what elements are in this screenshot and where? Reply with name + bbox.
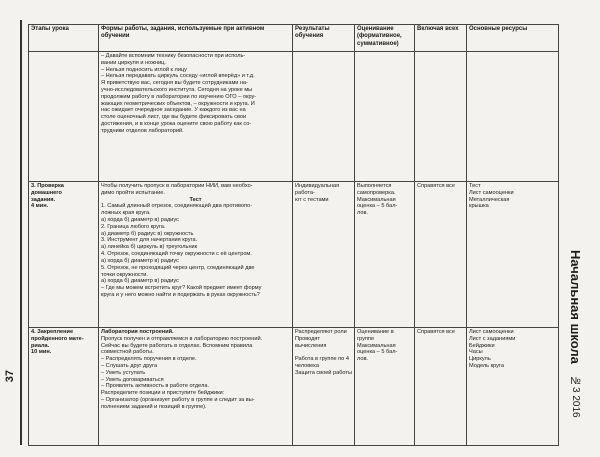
page-number: 37 — [4, 370, 16, 383]
cell-line: Лист самооценки — [469, 189, 514, 196]
cell-line: – Нельзя подносить иглой к лицу — [101, 66, 187, 73]
cell-line: 10 мин. — [31, 349, 52, 356]
table-row — [29, 181, 559, 327]
cell-line: – Уметь договариваться — [101, 376, 164, 383]
cell-line: димо пройти испытание. — [101, 189, 165, 196]
cell-line: круга и у него можно найти и подержать в руках окружность? — [101, 291, 260, 298]
table-row — [29, 327, 559, 445]
cell-line: крышка — [469, 203, 489, 210]
cell-line: самопроверка. — [357, 189, 396, 196]
cell-line: Распределяют роли — [295, 328, 347, 335]
cell-line: полнением заданий и позиций в группе). — [101, 403, 207, 410]
cell-line: Справятся все — [417, 328, 455, 335]
cell-line: нас ожидает очередное заседание. У каждого из вас на — [101, 107, 246, 114]
cell-line: Сейчас вы будете работать в отделах. Вспомним правила — [101, 342, 253, 349]
header-stage: Этапы урока — [29, 25, 99, 52]
cell-line: – Уметь уступать — [101, 369, 146, 376]
cell-line: Часы — [469, 349, 483, 356]
lab-title: Лаборатория построений. — [101, 328, 174, 335]
cell-line: Проводят вычисления — [295, 335, 327, 349]
cell-line: Циркуль — [469, 356, 491, 363]
header-results: Результаты обучения — [293, 25, 355, 52]
cell-line: а) линейка б) циркуль в) треугольник — [101, 244, 198, 251]
cell-line: жающих геометрических объектов, – окружности и круга. И — [101, 100, 255, 107]
cell-line: 4 мин. — [31, 203, 49, 210]
cell-inclusion — [415, 51, 467, 181]
cell-line: Пропуск получен и отправляемся в лабораторию построений. — [101, 335, 263, 342]
cell-line: Работа в группе по 4 — [295, 356, 349, 363]
cell-line: – Распределять поручения в отделе. — [101, 356, 197, 363]
cell-line: а) хорда б) диаметр в) радиус — [101, 257, 179, 264]
header-inclusion: Включая всех — [415, 25, 467, 52]
cell-line: человека — [295, 363, 319, 369]
cell-line: 4. Отрезок, соединяющий точку окружности с её центром. — [101, 251, 252, 258]
cell-line: задания. — [31, 196, 56, 203]
journal-issue: №3 2016 — [570, 375, 581, 418]
cell-stage — [29, 51, 99, 181]
cell-stage — [29, 327, 99, 445]
cell-line: Распределите позиции и приступите бейджики: — [101, 390, 225, 397]
cell-line: Чтобы получить пропуск в лаборатории НИИ, вам необхо- — [101, 182, 253, 189]
cell-line: – Слушать друг друга — [101, 363, 158, 369]
cell-line: – Давайте вспомним технику безопасности при исполь- — [101, 52, 246, 59]
cell-line: совместной работы. — [101, 349, 154, 356]
cell-line — [295, 349, 352, 356]
header-forms: Формы работы, задания, используемые при активном обучении — [99, 25, 293, 52]
table-header-row — [29, 25, 559, 52]
cell-line: ложных края круга. — [101, 210, 151, 217]
cell-results — [293, 181, 355, 327]
cell-assessment — [355, 327, 415, 445]
journal-running-head — [568, 250, 583, 417]
cell-line: учно-исследовательского института. Сегодня на уроке мы — [101, 87, 253, 93]
cell-line: Модель круга — [469, 363, 504, 369]
test-questions — [101, 203, 290, 298]
cell-line: риала. — [31, 342, 50, 349]
cell-forms — [99, 181, 293, 327]
cell-line: Максимальная — [357, 342, 396, 349]
cell-line: лов. — [357, 356, 368, 363]
header-resources: Основные ресурсы — [467, 25, 559, 52]
forms-intro — [101, 183, 290, 197]
cell-line: 4. Закрепление — [31, 328, 74, 335]
cell-forms — [99, 327, 293, 445]
lesson-plan-table — [28, 24, 559, 446]
cell-line: Оценивание в — [357, 328, 394, 335]
cell-forms — [99, 51, 293, 181]
cell-resources — [467, 327, 559, 445]
cell-stage — [29, 181, 99, 327]
cell-line: достижения, и в конце урока оцените свою работу как со- — [101, 121, 252, 128]
cell-inclusion — [415, 181, 467, 327]
cell-line: а) диаметр б) радиус в) окружность — [101, 230, 194, 237]
cell-line: а) хорда б) диаметр в) радиус — [101, 217, 179, 223]
lab-instructions — [101, 336, 290, 411]
cell-line: вании циркуля и ножниц. — [101, 59, 166, 66]
cell-line: продолжим работу в лаборатории по изучению ОГО – окру- — [101, 93, 257, 100]
cell-line: группе — [357, 335, 375, 342]
cell-assessment — [355, 181, 415, 327]
cell-line: Лист самооценки — [469, 328, 514, 335]
cell-line: лов. — [357, 210, 368, 217]
cell-line: 2. Граница любого круга. — [101, 223, 166, 230]
journal-title: Начальная школа — [568, 250, 583, 364]
cell-line: пройденного мате- — [31, 335, 84, 342]
cell-line: – Проявлять активность в работе отдела. — [101, 383, 209, 390]
cell-line: Металлическая — [469, 196, 510, 203]
cell-line: оценка – 5 бал- — [357, 203, 398, 210]
cell-line: ют с тестами — [295, 196, 329, 203]
cell-line: а) хорда б) диаметр в) радиус — [101, 278, 179, 285]
cell-line: Индивидуальная работа- — [295, 182, 340, 196]
left-margin-rule — [20, 20, 22, 445]
cell-line: Максимальная — [357, 196, 396, 203]
cell-line: 3. Инструмент для начертания круга. — [101, 237, 198, 244]
cell-assessment — [355, 51, 415, 181]
cell-line: – Где мы можем встретить круг? Какой предмет имеет форму — [101, 285, 262, 292]
cell-results — [293, 327, 355, 445]
test-title: Тест — [189, 196, 202, 203]
cell-line: Выполняется — [357, 182, 392, 189]
cell-line: 1. Самый длинный отрезок, соединяющий два противопо- — [101, 203, 253, 210]
cell-line: Лист с заданиями — [469, 335, 516, 342]
cell-line: 3. Проверка — [31, 182, 64, 189]
cell-inclusion — [415, 327, 467, 445]
cell-results — [293, 51, 355, 181]
cell-line: 5. Отрезок, не проходящий через центр, соединяющий две — [101, 264, 255, 271]
cell-resources — [467, 181, 559, 327]
cell-line: – Нельзя передавать циркуль соседу «иглой вперёд» и т.д. — [101, 73, 255, 80]
cell-line: – Организатор (организует работу в группе и следит за вы- — [101, 397, 255, 404]
cell-line: Я приветствую вас, сегодня вы будете сотрудниками на- — [101, 80, 249, 87]
cell-line: Тест — [469, 182, 481, 189]
cell-line: точки окружности. — [101, 271, 148, 278]
cell-line: Справятся все — [417, 182, 455, 189]
cell-line: оценка – 5 бал- — [357, 349, 398, 356]
cell-line: трудники отделов лабораторий. — [101, 127, 184, 134]
cell-line: столе оценочный лист, где вы будете фиксировать свои — [101, 114, 247, 121]
cell-line: домашнего — [31, 189, 62, 196]
cell-resources — [467, 51, 559, 181]
table-row — [29, 51, 559, 181]
header-assessment: Оценивание (формативное, суммативное) — [355, 25, 415, 52]
cell-line: Бейджики — [469, 342, 495, 349]
cell-line: Защита своей работы — [295, 369, 352, 376]
